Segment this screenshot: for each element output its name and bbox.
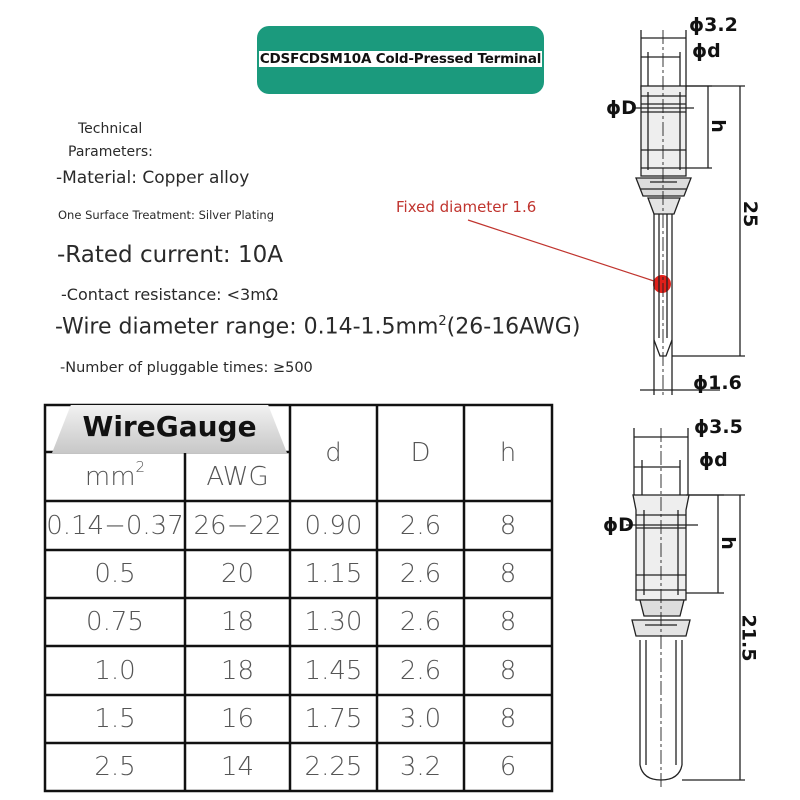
- table-cell-h: 8: [499, 655, 517, 686]
- fixed-diameter-note: Fixed diameter 1.6: [396, 198, 537, 216]
- top-h-label: h: [706, 119, 729, 133]
- table-cell-mm2: 1.5: [94, 704, 136, 734]
- banner-title: CDSFCDSM10A Cold-Pressed Terminal: [259, 51, 542, 67]
- table-cell-D: 2.6: [399, 510, 442, 541]
- wire-range-text: -Wire diameter range: 0.14-1.5mm: [55, 314, 439, 340]
- param-resistance: -Contact resistance: <3mΩ: [61, 285, 279, 304]
- table-cell-D: 2.6: [399, 655, 442, 686]
- table-cell-D: 3.0: [399, 704, 442, 734]
- table-cell-mm2: 0.14−0.37: [46, 510, 184, 541]
- header-mm: mm: [84, 461, 136, 492]
- table-cell-awg: 14: [220, 752, 255, 782]
- table-cell-d: 0.90: [304, 510, 363, 541]
- table-cell-h: 6: [499, 752, 517, 782]
- table-cell-awg: 26−22: [193, 510, 282, 541]
- table-cell-mm2: 0.75: [86, 607, 144, 637]
- table-cell-awg: 18: [220, 655, 255, 686]
- table-cell-h: 8: [499, 510, 517, 541]
- header-mm2: [45, 452, 185, 501]
- table-cell-mm2: 0.5: [94, 559, 136, 589]
- header-h: h: [499, 438, 517, 468]
- header-mm-sup: 2: [135, 458, 146, 476]
- bottom-D-label: ϕD: [603, 514, 634, 536]
- param-current: -Rated current: 10A: [57, 242, 283, 268]
- param-surface: One Surface Treatment: Silver Plating: [58, 208, 275, 222]
- top-D-label: ϕD: [606, 97, 637, 119]
- header-awg: AWG: [206, 461, 269, 492]
- bottom-outer-diameter: ϕ3.5: [694, 416, 743, 438]
- top-tip-diameter: ϕ1.6: [693, 372, 742, 394]
- table-cell-mm2: 2.5: [94, 752, 136, 782]
- table-cell-mm2: 1.0: [94, 655, 136, 686]
- table-cell-d: 1.15: [304, 559, 363, 589]
- params-heading-2: Parameters:: [68, 144, 153, 160]
- header-d: d: [325, 438, 342, 468]
- table-cell-h: 8: [499, 607, 517, 637]
- table-cell-d: 2.25: [304, 752, 363, 782]
- table-cell-d: 1.75: [304, 704, 363, 734]
- bottom-inner-diameter: ϕd: [699, 449, 728, 471]
- table-cell-awg: 20: [220, 559, 255, 589]
- params-heading-1: Technical: [78, 121, 143, 137]
- wire-gauge-header: WireGauge: [82, 410, 257, 443]
- param-plug-times: -Number of pluggable times: ≥500: [60, 360, 313, 376]
- bottom-h-label: h: [716, 536, 739, 550]
- table-cell-D: 2.6: [399, 607, 442, 637]
- table-cell-d: 1.30: [304, 607, 363, 637]
- top-length-label: 25: [739, 200, 762, 228]
- table-cell-awg: 16: [220, 704, 255, 734]
- table-cell-d: 1.45: [304, 655, 363, 686]
- table-cell-D: 3.2: [399, 752, 442, 782]
- table-cell-awg: 18: [220, 607, 255, 637]
- table-cell-h: 8: [499, 559, 517, 589]
- table-cell-D: 2.6: [399, 559, 442, 589]
- wire-range-awg: (26-16AWG): [446, 314, 581, 340]
- wire-range-sup: 2: [438, 314, 447, 329]
- table-cell-h: 8: [499, 704, 517, 734]
- param-material: -Material: Copper alloy: [56, 168, 250, 188]
- top-outer-diameter: ϕ3.2: [689, 14, 738, 36]
- header-D: D: [410, 438, 431, 468]
- top-inner-diameter: ϕd: [692, 40, 721, 62]
- bottom-length-label: 21.5: [737, 614, 760, 662]
